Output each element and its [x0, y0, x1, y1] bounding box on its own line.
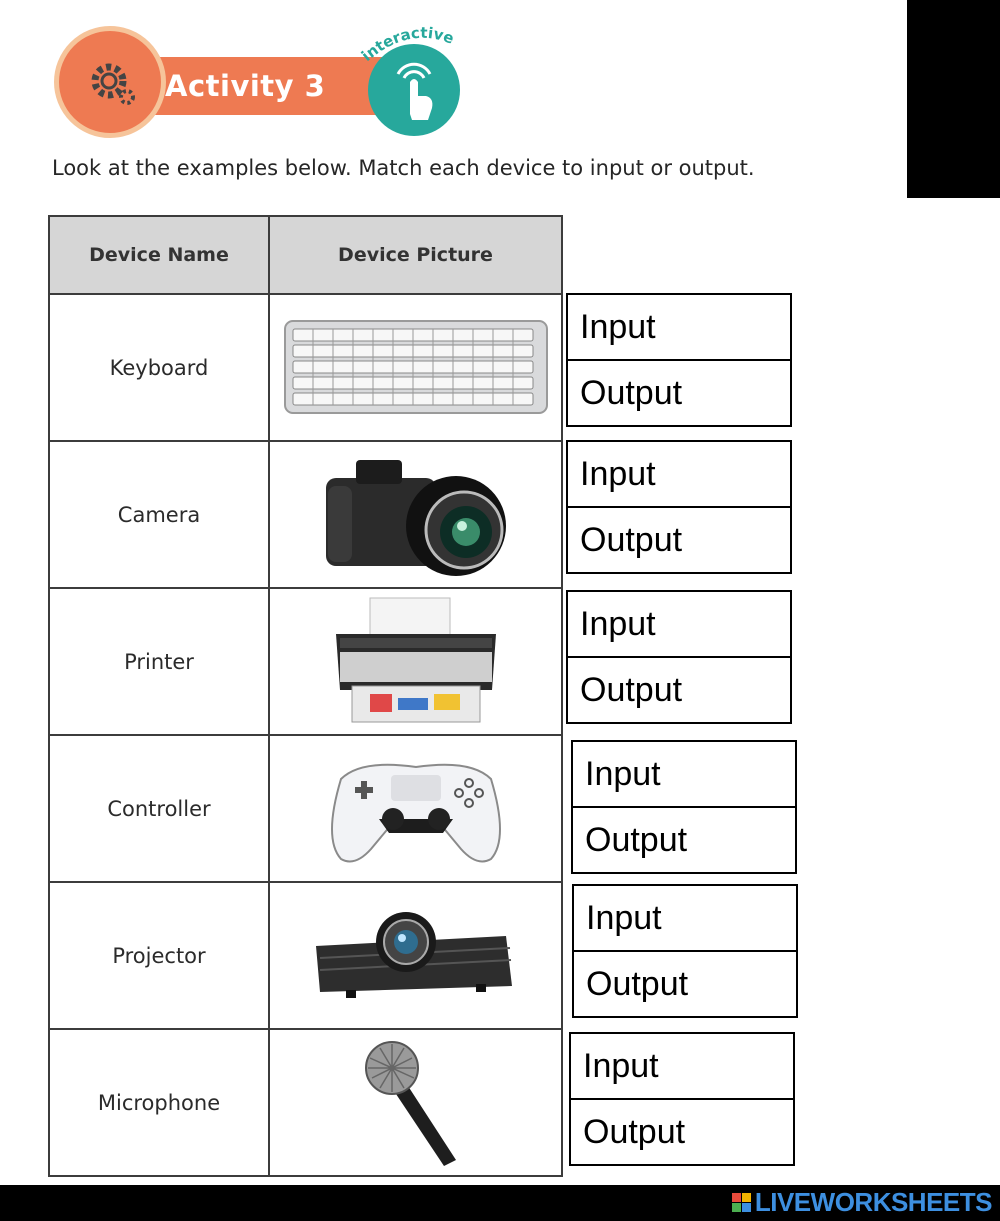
- table-row: [49, 441, 562, 588]
- output-option[interactable]: Output: [571, 1098, 793, 1164]
- answer-box: [566, 293, 792, 427]
- answer-box: [566, 440, 792, 574]
- input-option[interactable]: Input: [580, 455, 656, 493]
- column-header-device-picture: Device Picture: [269, 216, 562, 294]
- device-picture-cell: [269, 294, 562, 441]
- input-option[interactable]: Input: [585, 755, 661, 793]
- head-gear-emblem: [54, 26, 166, 138]
- gear-icon: [87, 59, 137, 109]
- camera-image: [316, 450, 516, 580]
- liveworksheets-brand[interactable]: [732, 1187, 992, 1218]
- output-option[interactable]: Output: [574, 950, 796, 1016]
- microphone-image: [356, 1038, 476, 1168]
- interactive-label: interactive: [358, 24, 457, 64]
- svg-text:interactive: [358, 24, 456, 64]
- liveworksheets-logo-icon: [732, 1193, 751, 1212]
- projector-image: [306, 906, 526, 1006]
- output-option[interactable]: Output: [568, 359, 790, 425]
- device-name: Projector: [49, 882, 269, 1029]
- column-header-device-name: Device Name: [49, 216, 269, 294]
- input-option[interactable]: Input: [580, 308, 656, 346]
- answer-box: [571, 740, 797, 874]
- input-option[interactable]: Input: [580, 605, 656, 643]
- device-picture-cell: [269, 1029, 562, 1176]
- device-name: Printer: [49, 588, 269, 735]
- table-row: [49, 882, 562, 1029]
- table-row: [49, 1029, 562, 1176]
- answer-box: [566, 590, 792, 724]
- output-option[interactable]: Output: [568, 656, 790, 722]
- activity-title: Activity 3: [165, 69, 326, 103]
- brand-name: LIVEWORKSHEETS: [754, 1187, 992, 1217]
- answer-box: [569, 1032, 795, 1166]
- device-picture-cell: [269, 441, 562, 588]
- output-option[interactable]: Output: [573, 806, 795, 872]
- table-header-row: [49, 216, 562, 294]
- device-name: Camera: [49, 441, 269, 588]
- keyboard-image: [281, 315, 551, 420]
- controller-image: [321, 749, 511, 869]
- printer-image: [326, 594, 506, 729]
- device-picture-cell: [269, 882, 562, 1029]
- input-option[interactable]: Input: [583, 1047, 659, 1085]
- device-table: [48, 215, 563, 1177]
- table-row: [49, 294, 562, 441]
- input-option[interactable]: Input: [586, 899, 662, 937]
- device-name: Microphone: [49, 1029, 269, 1176]
- interactive-arc-label: [357, 24, 477, 64]
- black-corner-block: [907, 0, 1000, 198]
- table-row: [49, 588, 562, 735]
- device-name: Controller: [49, 735, 269, 882]
- device-picture-cell: [269, 588, 562, 735]
- table-row: [49, 735, 562, 882]
- activity-badge: [52, 22, 472, 142]
- device-name: Keyboard: [49, 294, 269, 441]
- output-option[interactable]: Output: [568, 506, 790, 572]
- device-picture-cell: [269, 735, 562, 882]
- instruction-text: Look at the examples below. Match each device to input or output.: [52, 156, 755, 180]
- answer-box: [572, 884, 798, 1018]
